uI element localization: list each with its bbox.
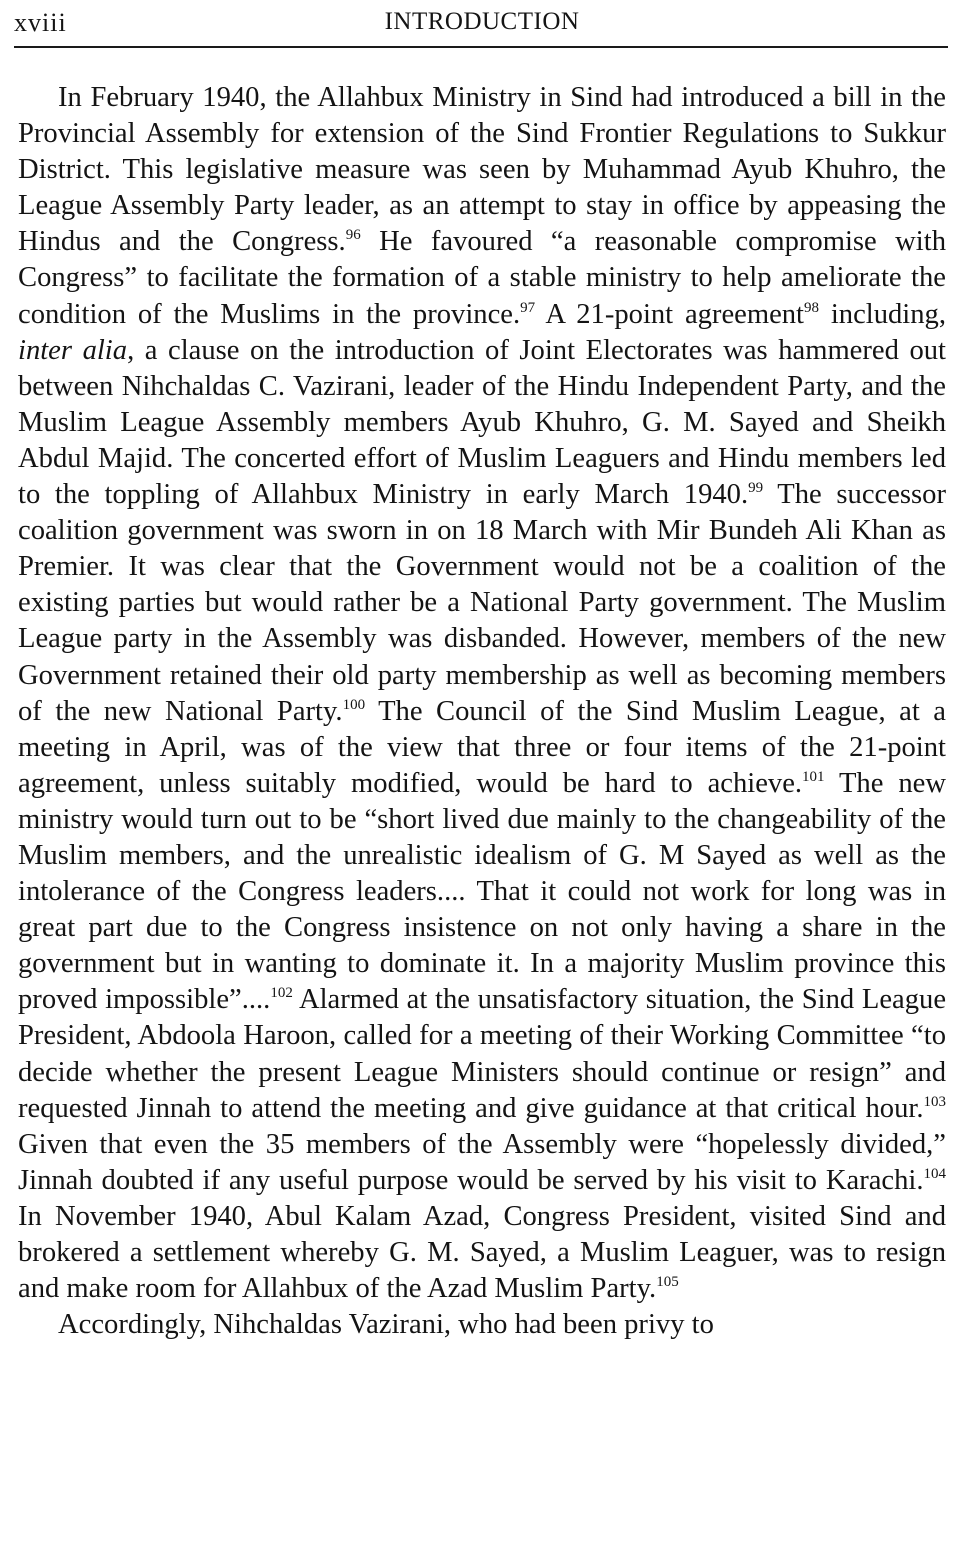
text-run: In February 1940, the Allahbux Ministry in Sind had introduced a bill in the Provincial Assembly for extension of the Sind Frontier Regulations to Sukkur District. This legislative measure was seen by Muhammad Ayub Khuhro, the League Assembly Party leader, as an attempt to stay in office by appeasing the Hindus and the Congress. [18,82,946,258]
paragraph-2 [18,1307,946,1343]
header-rule [14,46,948,48]
text-run: , a clause on the introduction of Joint Electorates was hammered out between Nihchaldas C. Vazirani, leader of the Hindu Independent Party, and the Muslim League Assembly members Ayub Khuhro, G. M. Sayed and Sheikh Abdul Majid. The concerted effort of Muslim Leaguers and Hindu members led to the toppling of Allahbux Ministry in early March 1940. [18,334,946,511]
footnote-ref-97: 97 [520,299,536,316]
page-number: xviii [14,8,67,37]
running-title: INTRODUCTION [384,8,580,35]
latin-phrase: inter alia [18,334,128,366]
footnote-ref-101: 101 [802,768,825,785]
text-run: The new ministry would turn out to be “short lived due mainly to the changeability of the Muslim members, and the unrealistic idealism of G. M Sayed as well as the intolerance of the Congress leaders.... That it could not work for long was in great part due to the Congress insistence on not only having a share in the government but in wanting to dominate it. In a majority Muslim province this proved impossible”.... [18,767,946,1016]
footnote-ref-99: 99 [748,480,764,497]
footnote-ref-98: 98 [804,299,820,316]
body-text [18,80,946,1343]
footnote-ref-102: 102 [270,985,293,1002]
text-run: Accordingly, Nihchaldas Vazirani, who had been privy to [58,1309,714,1341]
text-run: Given that even the 35 members of the Assembly were “hopelessly divided,” Jinnah doubted if any useful purpose would be served by his visit to Karachi. [18,1128,946,1196]
paragraph-1 [18,80,946,1307]
text-run: A 21-point agreement [535,298,805,330]
footnote-ref-105: 105 [656,1274,679,1291]
text-run: The Council of the Sind Muslim League, at a meeting in April, was of the view that three or four items of the 21-point agreement, unless suitably modified, would be hard to achieve. [18,695,946,799]
text-run: Alarmed at the unsatisfactory situation, the Sind League President, Abdoola Haroon, called for a meeting of their Working Committee “to decide whether the present League Ministers should continue or resign” and requested Jinnah to attend the meeting and give guidance at that critical hour. [18,984,947,1124]
text-run: including, [819,298,946,330]
footnote-ref-103: 103 [923,1093,946,1110]
text-run: The successor coalition government was sworn in on 18 March with Mir Bundeh Ali Khan as Premier. It was clear that the Government would not be a coalition of the existing parties but would rather be a National Party government. The Muslim League party in the Assembly was disbanded. However, members of the new Government retained their old party membership as well as becoming members of the new National Party. [18,479,946,727]
text-run: He favoured “a reasonable compromise with Congress” to facilitate the formation of a stable ministry to help ameliorate the condition of the Muslims in the province. [18,226,946,330]
footnote-ref-104: 104 [923,1165,946,1182]
text-run: In November 1940, Abul Kalam Azad, Congress President, visited Sind and brokered a settlement whereby G. M. Sayed, a Muslim Leaguer, was to resign and make room for Allahbux of the Azad Muslim Party. [18,1200,946,1305]
footnote-ref-96: 96 [345,227,361,244]
running-head [14,8,950,42]
footnote-ref-100: 100 [342,696,366,713]
